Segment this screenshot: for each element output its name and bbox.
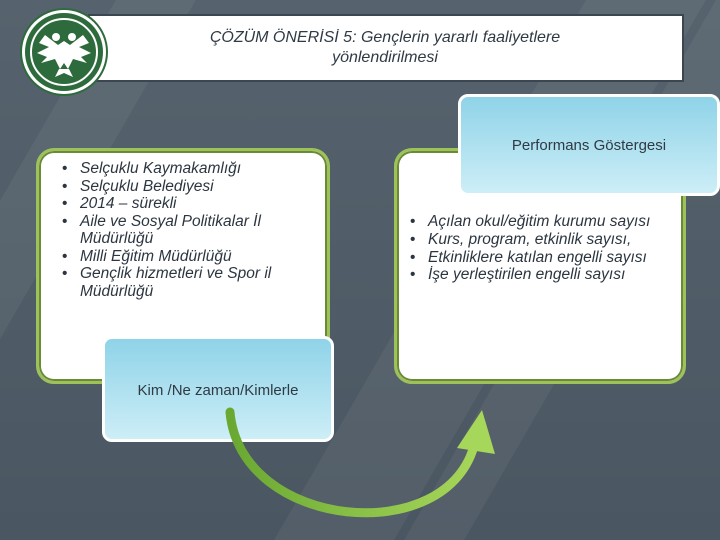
performance-indicator-tag [458,94,720,196]
bullet-icon: • [62,247,68,265]
actors-list [62,160,324,300]
bullet-icon: • [410,248,416,266]
title-line-1: ÇÖZÜM ÖNERİSİ 5: Gençlerin yararlı faaliyetlere [209,29,561,46]
bullet-icon: • [62,195,68,212]
list-item: • 2014 – sürekli [62,195,177,212]
bullet-icon: • [62,177,68,195]
list-item: • Milli Eğitim Müdürlüğü [62,247,232,265]
list-item: • Selçuklu Kaymakamlığı [62,160,242,177]
logo-emblem [22,10,106,94]
list-item: • Aile ve Sosyal Politikalar İl Müdürlüğü [62,212,261,247]
curved-arrow-icon [200,380,520,540]
bullet-icon: • [410,213,416,230]
list-item: • Gençlik hizmetleri ve Spor il Müdürlüğü [62,265,272,300]
list-item: • Açılan okul/eğitim kurumu sayısı [410,213,651,230]
who-when-label: Kim /Ne zaman/Kimlerle [137,382,299,399]
bullet-icon: • [410,230,416,248]
indicators-list [410,213,682,284]
list-item: • Selçuklu Belediyesi [62,177,214,195]
list-item: • İşe yerleştirilen engelli sayısı [410,266,626,284]
list-item: • Kurs, program, etkinlik sayısı, [410,230,632,248]
slide-title [100,28,670,68]
bullet-icon: • [62,160,68,177]
eagle-icon [25,13,103,91]
bullet-icon: • [62,265,68,282]
performance-indicator-label: Performans Göstergesi [511,137,667,154]
title-line-2: yönlendirilmesi [332,49,438,66]
bullet-icon: • [410,266,416,284]
list-item: • Etkinliklere katılan engelli sayısı [410,248,647,266]
bullet-icon: • [62,212,68,230]
